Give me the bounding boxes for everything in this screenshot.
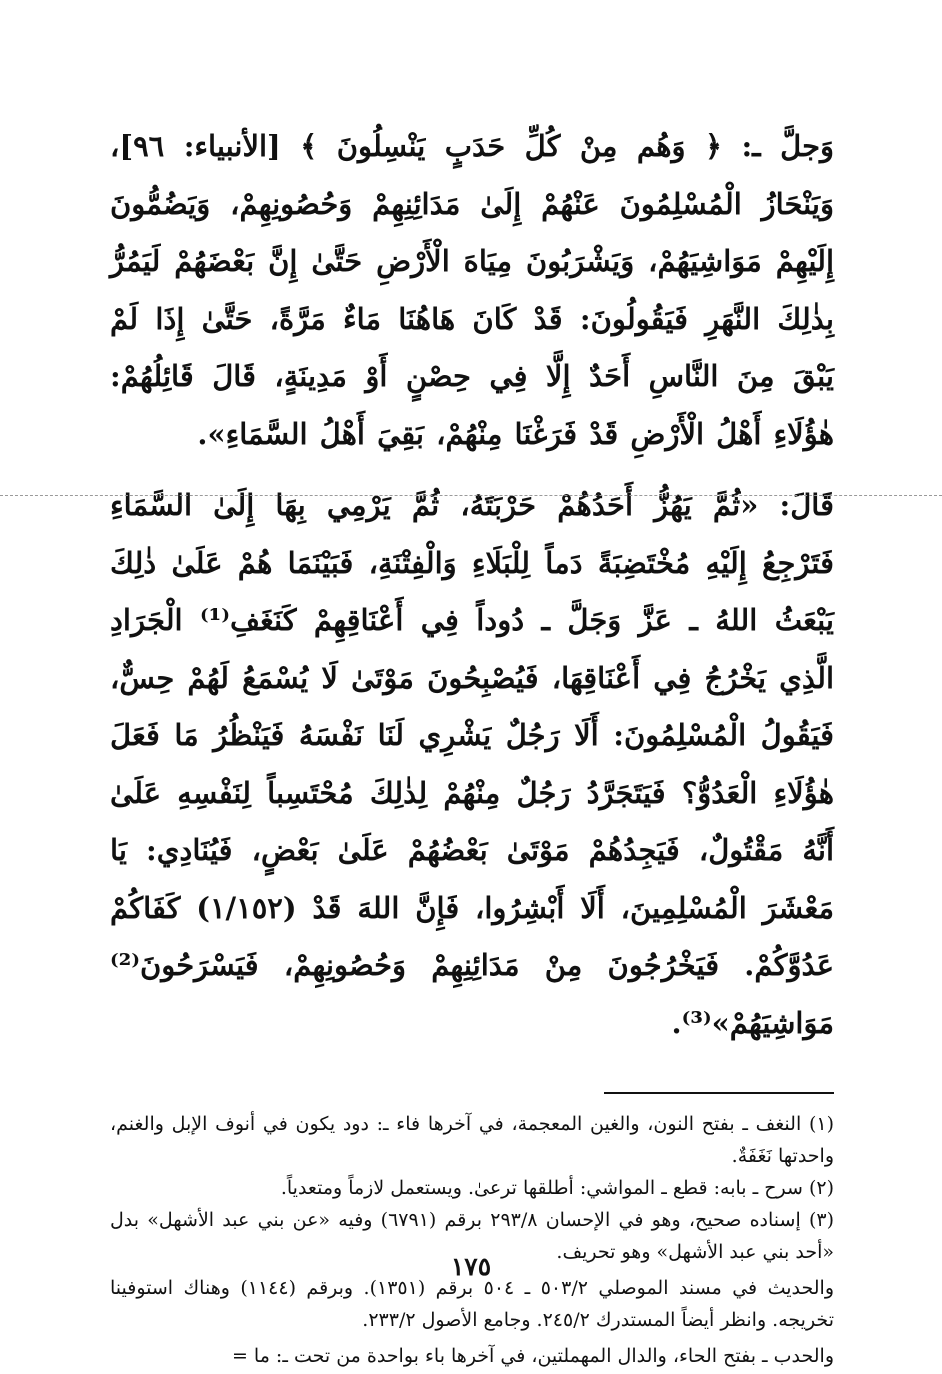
- footnote-2: (٢) سرح ـ بابه: قطع ـ المواشي: أطلقها ترعىٰ. ويستعمل لازماً ومتعدياً.: [280, 1177, 834, 1199]
- footnote-1: (١) النغف ـ بفتح النون، والغين المعجمة، في آخرها فاء ـ: دود يكون في أنوف الإبل والغنم، واحدتها نَغَفَةٌ.: [110, 1113, 834, 1167]
- body-paragraph: قَالَ: «ثُمَّ يَهُزُّ أَحَدُهُمْ حَرْبَتَهُ، ثُمَّ يَرْمِي بِهَا إِلَىٰ السَّمَاءِ فَتَرْجِعُ إِلَيْهِ مُخْتَضِبَةً دَماً لِلْبَلَاءِ وَالْفِتْنَةِ، فَبَيْنَمَا هُمْ عَلَىٰ ذٰلِكَ يَبْعَثُ اللهُ ـ عَزَّ وَجَلَّ ـ دُوداً فِي أَعْنَاقِهِمْ كَنَغَفِ⁽¹⁾ الْجَرَادِ الَّذِي يَخْرُجُ فِي أَعْنَاقِهَا، فَيُصْبِحُونَ مَوْتَىٰ لَا يُسْمَعُ لَهُمْ حِسٌّ، فَيَقُولُ الْمُسْلِمُونَ: أَلَا رَجُلٌ يَشْرِي لَنَا نَفْسَهُ فَيَنْظُرُ مَا فَعَلَ هٰؤُلَاءِ الْعَدُوُّ؟ فَيَتَجَرَّدُ رَجُلٌ مِنْهُمْ لِذٰلِكَ مُحْتَسِباً لِنَفْسِهِ عَلَىٰ أَنَّهُ مَقْتُولٌ، فَيَجِدُهُمْ مَوْتَىٰ بَعْضُهُمْ عَلَىٰ بَعْضٍ، فَيُنَادِي: يَا مَعْشَرَ الْمُسْلِمِينَ، أَلَا أَبْشِرُوا، فَإِنَّ اللهَ قَدْ (١/١٥٢) كَفَاكُمْ عَدُوَّكُمْ. فَيَخْرُجُونَ مِنْ مَدَائِنِهِمْ وَحُصُونِهِمْ، فَيَسْرَحُونَ⁽²⁾ مَوَاشِيَهُمْ»⁽³⁾.: [110, 488, 834, 1040]
- page-number: ١٧٥: [450, 1252, 492, 1281]
- footnote-divider: [604, 1092, 834, 1094]
- body-paragraph: وَجلَّ ـ: ﴿ وَهُم مِنْ كُلِّ حَدَبٍ يَنْسِلُونَ ﴾ [الأنبياء: ٩٦]، وَيَنْحَازُ الْمُسْلِمُونَ عَنْهُمْ إِلَىٰ مَدَائِنِهِمْ وَحُصُونِهِمْ، وَيَضُمُّونَ إِلَيْهِمْ مَوَاشِيَهُمْ، وَيَشْرَبُونَ مِيَاهَ الْأَرْضِ حَتَّىٰ إِنَّ بَعْضَهُمْ لَيَمُرُّ بِذٰلِكَ النَّهَرِ فَيَقُولُونَ: قَدْ كَانَ هَاهُنَا مَاءٌ مَرَّةً، حَتَّىٰ إِذَا لَمْ يَبْقَ مِنَ النَّاسِ أَحَدٌ إِلَّا فِي حِصْنٍ أَوْ مَدِينَةٍ، قَالَ قَائِلُهُمْ: هٰؤُلَاءِ أَهْلُ الْأَرْضِ قَدْ فَرَغْنَا مِنْهُمْ، بَقِيَ أَهْلُ السَّمَاءِ».: [110, 129, 834, 451]
- scan-fold-line: [0, 495, 942, 496]
- footnote-continued: والحدب ـ بفتح الحاء، والدال المهملتين، في آخرها باء بواحدة من تحت ـ: ما =: [231, 1345, 834, 1367]
- footnote-3-continuation: والحديث في مسند الموصلي ٥٠٣/٢ ـ ٥٠٤ برقم (١٣٥١). وبرقم (١١٤٤) وهناك استوفينا تخريجه. وانظر أيضاً المستدرك ٢٤٥/٢. وجامع الأصول ٢٣٣/٢.: [110, 1277, 834, 1331]
- footnote-3: (٣) إسناده صحيح، وهو في الإحسان ٢٩٣/٨ برقم (٦٧٩١) وفيه «عن بني عبد الأشهل» بدل «أحد بني عبد الأشهل» وهو تحريف.: [110, 1209, 834, 1263]
